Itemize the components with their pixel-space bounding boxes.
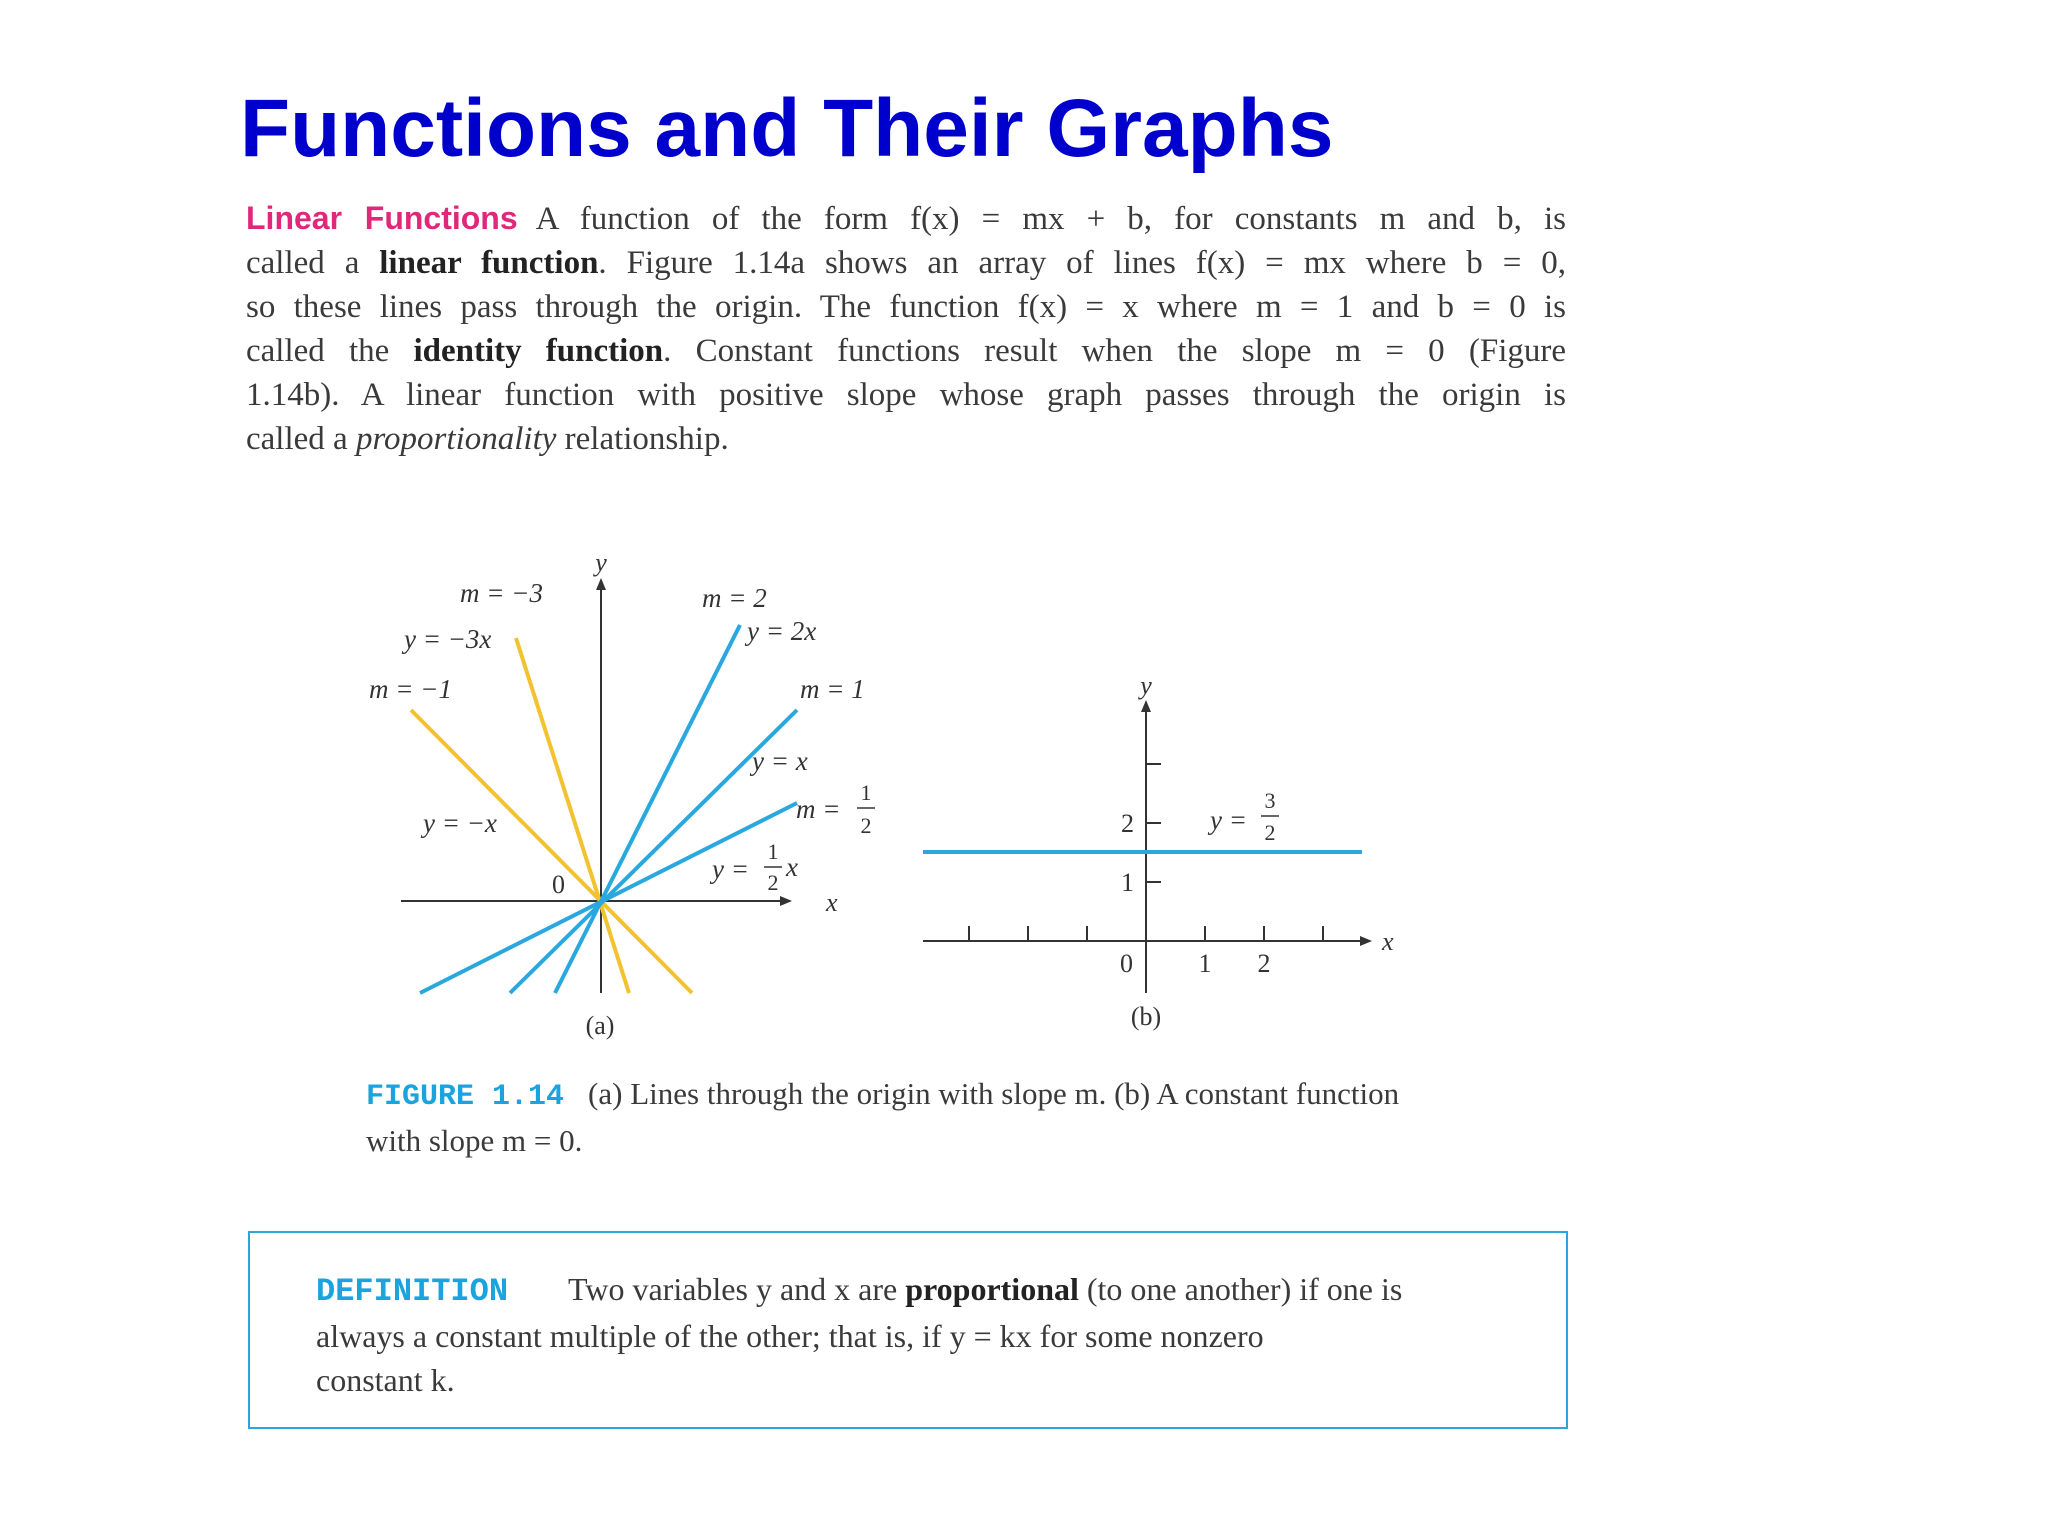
fig-b-tick-x2: 2 (1257, 949, 1271, 978)
slide-title: Functions and Their Graphs (240, 83, 1334, 174)
frac-den-y-half: 2 (767, 870, 779, 895)
fig-a-y-label: y (595, 548, 607, 577)
frac-num-m-half: 1 (860, 780, 872, 805)
section-lead: Linear Functions (246, 200, 518, 236)
caption-label: FIGURE 1.14 (366, 1080, 565, 1114)
caption-line-1 (366, 1072, 1466, 1119)
paragraph-text: A function of the form f(x) = mx + b, for constants m and b, is (535, 201, 1567, 237)
label-y-half: y = (712, 854, 749, 884)
label-y-2x: y = 2x (747, 616, 817, 646)
definition-text-part: Two variables y and x are (568, 1271, 906, 1307)
term-identity-function: identity function (413, 333, 664, 369)
definition-text-part: (to one another) if one is (1078, 1271, 1403, 1307)
definition-label: DEFINITION (316, 1273, 509, 1310)
line-m-neg3 (516, 638, 629, 993)
label-y-constant: y = (1210, 805, 1247, 835)
line-m-2 (555, 625, 740, 993)
fig-b-x-label: x (1382, 927, 1394, 956)
figure-a (369, 548, 875, 1040)
definition-line-1 (316, 1267, 1526, 1314)
frac-num-y-half: 1 (767, 839, 779, 864)
label-m-half: m = (796, 794, 841, 824)
fig-b-label: (b) (1130, 1002, 1162, 1031)
definition-text (316, 1267, 1526, 1402)
paragraph-text: . Constant functions result when the slope m = 0 (Figure (663, 333, 1566, 369)
label-y-negx: y = −x (423, 808, 497, 838)
definition-line-2: always a constant multiple of the other; that is, if y = kx for some nonzero (316, 1318, 1264, 1354)
caption-text: (a) Lines through the origin with slope m. (b) A constant function (588, 1076, 1400, 1111)
fig-b-y-label: y (1140, 671, 1152, 700)
definition-line-3: constant k. (316, 1362, 455, 1398)
fig-b-origin: 0 (1120, 949, 1133, 978)
label-y-x: y = x (752, 746, 808, 776)
frac-den-constant: 2 (1264, 820, 1276, 845)
frac-num-constant: 3 (1264, 788, 1276, 813)
term-proportionality: proportionality (355, 421, 557, 457)
label-half-x: x (786, 852, 798, 882)
frac-den-m-half: 2 (860, 813, 872, 838)
fig-a-x-label: x (826, 888, 838, 917)
fig-a-origin: 0 (552, 870, 565, 899)
term-proportional: proportional (905, 1271, 1079, 1307)
term-linear-function: linear function (379, 245, 599, 281)
paragraph-text: called a (246, 245, 380, 281)
figure-caption (366, 1072, 1466, 1163)
paragraph-text: 1.14b). A linear function with positive slope whose graph passes through the origin is (246, 377, 1566, 413)
paragraph-text: called the (246, 333, 414, 369)
paragraph-text: so these lines pass through the origin. The function f(x) = x where m = 1 and b = 0 is (246, 289, 1566, 325)
label-m-neg3: m = −3 (460, 578, 543, 608)
paragraph-text: called a (246, 421, 356, 457)
paragraph-text: . Figure 1.14a shows an array of lines f(x) = mx where b = 0, (598, 245, 1566, 281)
definition-box (248, 1231, 1568, 1429)
caption-line-2: with slope m = 0. (366, 1123, 583, 1158)
fig-b-tick-x1: 1 (1198, 949, 1212, 978)
label-y-neg3x: y = −3x (404, 624, 492, 654)
fig-b-tick-y2: 2 (1121, 809, 1134, 838)
label-m-neg1: m = −1 (369, 674, 452, 704)
label-m-1: m = 1 (800, 674, 865, 704)
fig-a-label: (a) (585, 1011, 615, 1040)
fig-b-tick-y1: 1 (1121, 868, 1134, 897)
figure-b (923, 671, 1394, 1031)
paragraph-text: relationship. (556, 421, 729, 457)
label-m-2: m = 2 (702, 583, 767, 613)
